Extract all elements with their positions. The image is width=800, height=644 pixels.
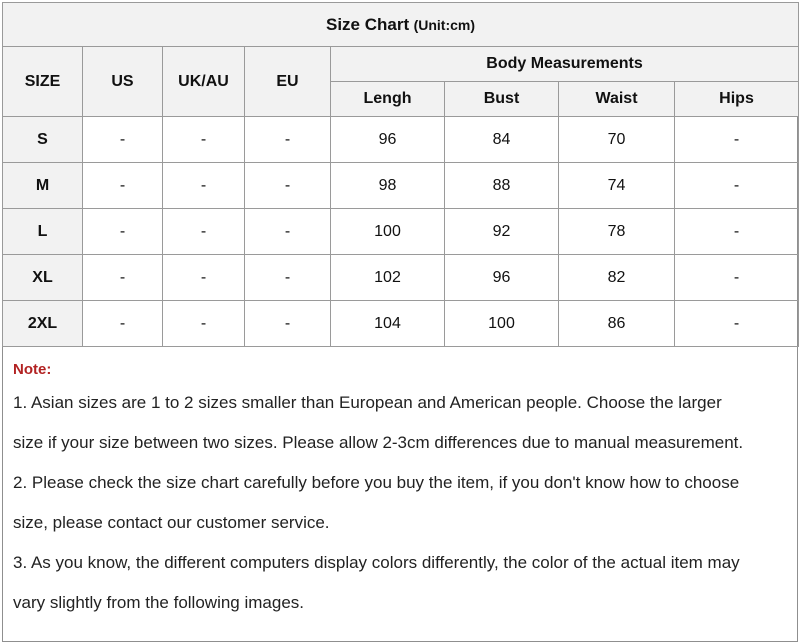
header-us: US — [83, 47, 163, 117]
note-line: 3. As you know, the different computers display colors differently, the color of the actual item may — [13, 553, 740, 572]
size-label: 2XL — [3, 301, 83, 347]
hips-value: - — [675, 255, 799, 301]
ukau-value: - — [163, 301, 245, 347]
waist-value: 70 — [559, 117, 675, 163]
note-line: size, please contact our customer service. — [13, 513, 330, 532]
header-bust: Bust — [445, 82, 559, 117]
us-value: - — [83, 163, 163, 209]
eu-value: - — [245, 301, 331, 347]
length-value: 100 — [331, 209, 445, 255]
size-label: L — [3, 209, 83, 255]
hips-value: - — [675, 301, 799, 347]
bust-value: 96 — [445, 255, 559, 301]
bust-value: 92 — [445, 209, 559, 255]
us-value: - — [83, 117, 163, 163]
size-label: XL — [3, 255, 83, 301]
chart-title-unit: (Unit:cm) — [413, 16, 476, 33]
length-value: 102 — [331, 255, 445, 301]
eu-value: - — [245, 255, 331, 301]
us-value: - — [83, 209, 163, 255]
bust-value: 88 — [445, 163, 559, 209]
header-size: SIZE — [3, 47, 83, 117]
us-value: - — [83, 255, 163, 301]
table-row — [3, 301, 799, 347]
ukau-value: - — [163, 163, 245, 209]
hips-value: - — [675, 117, 799, 163]
eu-value: - — [245, 163, 331, 209]
us-value: - — [83, 301, 163, 347]
note-line: vary slightly from the following images. — [13, 593, 305, 612]
header-eu: EU — [245, 47, 331, 117]
ukau-value: - — [163, 209, 245, 255]
size-chart-table — [2, 2, 799, 347]
chart-title — [3, 3, 799, 47]
waist-value: 78 — [559, 209, 675, 255]
header-ukau: UK/AU — [163, 47, 245, 117]
table-row — [3, 209, 799, 255]
note-line: size if your size between two sizes. Please allow 2-3cm differences due to manual measurement. — [13, 433, 744, 452]
eu-value: - — [245, 209, 331, 255]
ukau-value: - — [163, 117, 245, 163]
size-label: M — [3, 163, 83, 209]
length-value: 98 — [331, 163, 445, 209]
header-body-measurements: Body Measurements — [331, 47, 799, 82]
bust-value: 100 — [445, 301, 559, 347]
size-chart-sheet — [2, 2, 798, 642]
header-waist: Waist — [559, 82, 675, 117]
eu-value: - — [245, 117, 331, 163]
waist-value: 82 — [559, 255, 675, 301]
table-row — [3, 117, 799, 163]
note-line: 2. Please check the size chart carefully before you buy the item, if you don't know how to choose — [13, 473, 740, 492]
note-line: 1. Asian sizes are 1 to 2 sizes smaller than European and American people. Choose the larger — [13, 393, 722, 412]
header-length: Lengh — [331, 82, 445, 117]
size-label: S — [3, 117, 83, 163]
length-value: 96 — [331, 117, 445, 163]
hips-value: - — [675, 209, 799, 255]
note-label: Note: — [13, 361, 52, 378]
chart-title-main: Size Chart — [326, 14, 410, 34]
length-value: 104 — [331, 301, 445, 347]
table-row — [3, 255, 799, 301]
bust-value: 84 — [445, 117, 559, 163]
header-hips: Hips — [675, 82, 799, 117]
ukau-value: - — [163, 255, 245, 301]
waist-value: 86 — [559, 301, 675, 347]
notes-section — [3, 346, 797, 642]
waist-value: 74 — [559, 163, 675, 209]
table-row — [3, 163, 799, 209]
hips-value: - — [675, 163, 799, 209]
